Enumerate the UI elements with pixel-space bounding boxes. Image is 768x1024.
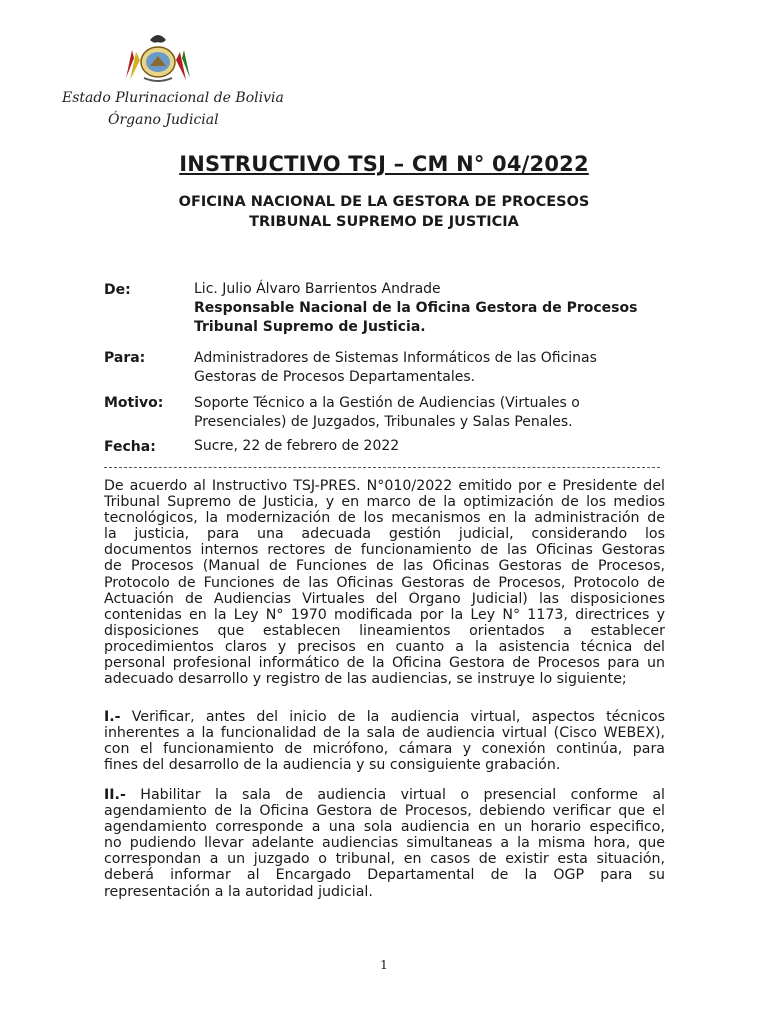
intro-line: disposiciones que establecen lineamientos orientados a establecer bbox=[104, 622, 665, 639]
item-2-line: representación a la autoridad judicial. bbox=[104, 883, 373, 900]
institution-name: Estado Plurinacional de Bolivia bbox=[62, 90, 284, 106]
intro-line: Actuación de Audiencias Virtuales del Órgano Judicial) las disposiciones bbox=[104, 590, 665, 607]
to-label: Para: bbox=[104, 350, 146, 366]
subject-line-2: Presenciales) de Juzgados, Tribunales y Salas Penales. bbox=[194, 414, 573, 430]
to-value bbox=[194, 349, 597, 387]
intro-line: adecuado desarrollo y registro de las audiencias, se instruye lo siguiente; bbox=[104, 671, 627, 688]
subject-label: Motivo: bbox=[104, 395, 164, 411]
from-institution: Tribunal Supremo de Justicia. bbox=[194, 319, 426, 335]
item-1-line: I.- Verificar, antes del inicio de la audiencia virtual, aspectos técnicos bbox=[104, 709, 665, 725]
dashed-divider bbox=[104, 467, 660, 468]
intro-line: Protocolo de Funciones de las Oficinas Gestoras de Procesos, Protocolo de bbox=[104, 574, 665, 591]
item-2-line: agendamiento corresponde a una sola audiencia en un horario especifico, bbox=[104, 819, 665, 836]
from-position: Responsable Nacional de la Oficina Gestora de Procesos bbox=[194, 300, 638, 316]
subject-line-1: Soporte Técnico a la Gestión de Audiencias (Virtuales o bbox=[194, 395, 580, 411]
intro-line: contenidas en la Ley N° 1970 modificada por la Ley N° 1173, directrices y bbox=[104, 606, 665, 623]
intro-line: la justicia, para una adecuada gestión judicial, considerando los bbox=[104, 526, 665, 543]
to-line-1: Administradores de Sistemas Informáticos de las Oficinas bbox=[194, 350, 597, 366]
page-number: 1 bbox=[380, 958, 388, 972]
item-2-line: deberá informar al Encargado Departamental de la OGP para su bbox=[104, 867, 665, 884]
intro-line: De acuerdo al Instructivo TSJ-PRES. N°010/2022 emitido por e Presidente del bbox=[104, 478, 665, 494]
from-label: De: bbox=[104, 282, 131, 298]
item-1-line: fines del desarrollo de la audiencia y su consiguiente grabación. bbox=[104, 757, 561, 774]
institution-branch: Órgano Judicial bbox=[108, 112, 219, 128]
item-2-line: correspondan a un juzgado o tribunal, en casos de existir esta situación, bbox=[104, 851, 665, 868]
instruction-item-2 bbox=[104, 787, 665, 900]
item-1-number: I.- bbox=[104, 709, 121, 725]
intro-paragraph bbox=[104, 478, 665, 687]
subject-value bbox=[194, 394, 580, 432]
from-value bbox=[194, 280, 637, 337]
date-label: Fecha: bbox=[104, 439, 156, 455]
intro-line: Tribunal Supremo de Justicia, y en marco de la optimización de los medios bbox=[104, 494, 665, 511]
date-value: Sucre, 22 de febrero de 2022 bbox=[194, 438, 400, 454]
intro-line: tecnológicos, la modernización de los mecanismos en la administración de bbox=[104, 510, 665, 527]
document-subtitle-line-1: OFICINA NACIONAL DE LA GESTORA DE PROCESOS bbox=[178, 194, 590, 210]
item-2-line: no pudiendo llevar adelante audiencias simultaneas a la misma hora, que bbox=[104, 835, 665, 852]
from-name: Lic. Julio Álvaro Barrientos Andrade bbox=[194, 281, 441, 297]
intro-line: documentos internos rectores de funcionamiento de las Oficinas Gestoras bbox=[104, 542, 665, 559]
document-subtitle-line-2: TRIBUNAL SUPREMO DE JUSTICIA bbox=[249, 214, 519, 230]
intro-line: de Procesos (Manual de Funciones de las Oficinas Gestoras de Procesos, bbox=[104, 558, 665, 575]
to-line-2: Gestoras de Procesos Departamentales. bbox=[194, 369, 476, 385]
item-1-line: inherentes a la funcionalidad de la sala de audiencia virtual (Cisco WEBEX), bbox=[104, 725, 665, 742]
bolivia-coat-of-arms-seal bbox=[122, 28, 194, 86]
instruction-item-1 bbox=[104, 709, 665, 773]
item-2-number: II.- bbox=[104, 787, 126, 803]
intro-line: personal profesional informático de la Oficina Gestora de Procesos para un bbox=[104, 655, 665, 672]
item-1-line: con el funcionamiento de micrófono, cámara y conexión continúa, para bbox=[104, 741, 665, 758]
document-title: INSTRUCTIVO TSJ – CM N° 04/2022 bbox=[179, 152, 589, 176]
item-2-line: agendamiento de la Oficina Gestora de Procesos, debiendo verificar que el bbox=[104, 803, 665, 820]
item-2-line: II.- Habilitar la sala de audiencia virtual o presencial conforme al bbox=[104, 787, 665, 803]
intro-line: procedimientos claros y precisos en cuanto a la asistencia técnica del bbox=[104, 638, 665, 655]
